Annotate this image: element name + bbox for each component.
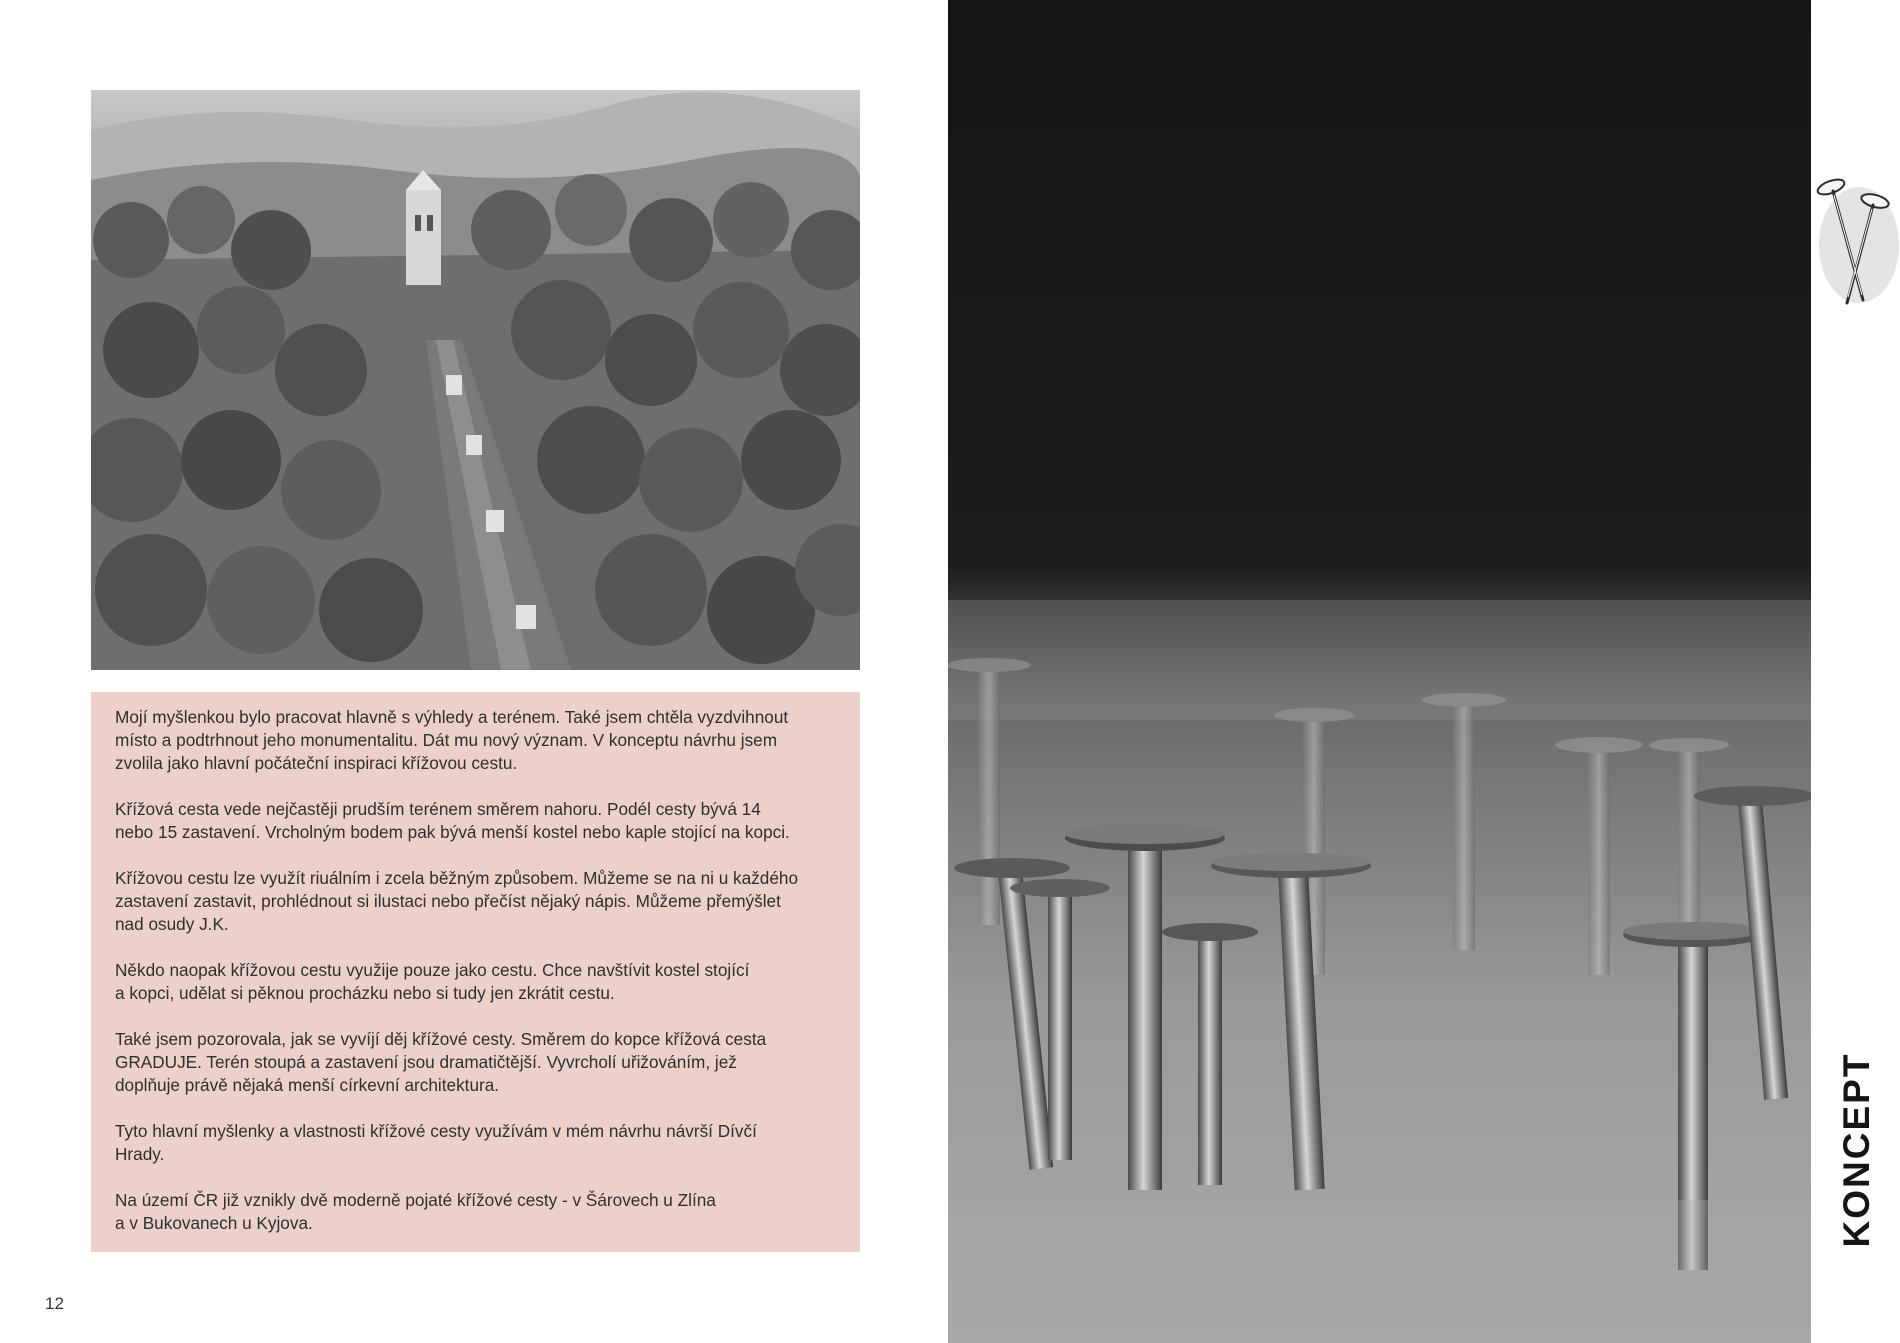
crossed-nails-icon xyxy=(1813,175,1899,313)
concept-paragraph: Křížová cesta vede nejčastěji prudším terénem směrem nahoru. Podél cesty bývá 14 nebo 15 zastavení. Vrcholným bodem pak bývá menší kostel nebo kaple stojící na kopci. xyxy=(115,799,790,842)
concept-text-box xyxy=(91,692,860,1252)
concept-paragraph: Někdo naopak křížovou cestu využije pouze jako cestu. Chce navštívit kostel stojící a kopci, udělat si pěknou procházku nebo si tudy jen zkrátit cestu. xyxy=(115,960,750,1003)
aerial-forest-church-illustration xyxy=(91,90,860,670)
concept-paragraph: Mojí myšlenkou bylo pracovat hlavně s výhledy a terénem. Také jsem chtěla vyzdvihnout místo a podtrhnout jeho monumentalitu. Dát mu nový význam. V konceptu návrhu jsem zvolila jako hlavní počáteční inspiraci křížovou cestu. xyxy=(115,707,789,773)
concept-paragraph: Na území ČR již vznikly dvě moderně pojaté křížové cesty - v Šárovech u Zlína a v Bukovanech u Kyjova. xyxy=(115,1190,716,1233)
concept-paragraph: Také jsem pozorovala, jak se vyvíjí děj křížové cesty. Směrem do kopce křížová cesta GRADUJE. Terén stoupá a zastavení jsou dramatičtější. Vyvrcholí uřižováním, jež doplňuje právě nějaká menší církevní architektura. xyxy=(115,1029,767,1095)
concept-paragraph: Tyto hlavní myšlenky a vlastnosti křížové cesty využívám v mém návrhu návrší Dívčí Hrady. xyxy=(115,1121,757,1164)
page-number: 12 xyxy=(45,1294,64,1313)
left-page xyxy=(0,0,948,1343)
nails-photo xyxy=(948,0,1811,1343)
section-title: KONCEPT xyxy=(1836,1052,1877,1248)
concept-paragraph: Křížovou cestu lze využít riuálním i zcela běžným způsobem. Můžeme se na ni u každého zastavení zastavit, prohlédnout si ilustaci nebo přečíst nějaký nápis. Můžeme přemýšlet nad osudy J.K. xyxy=(115,868,799,934)
